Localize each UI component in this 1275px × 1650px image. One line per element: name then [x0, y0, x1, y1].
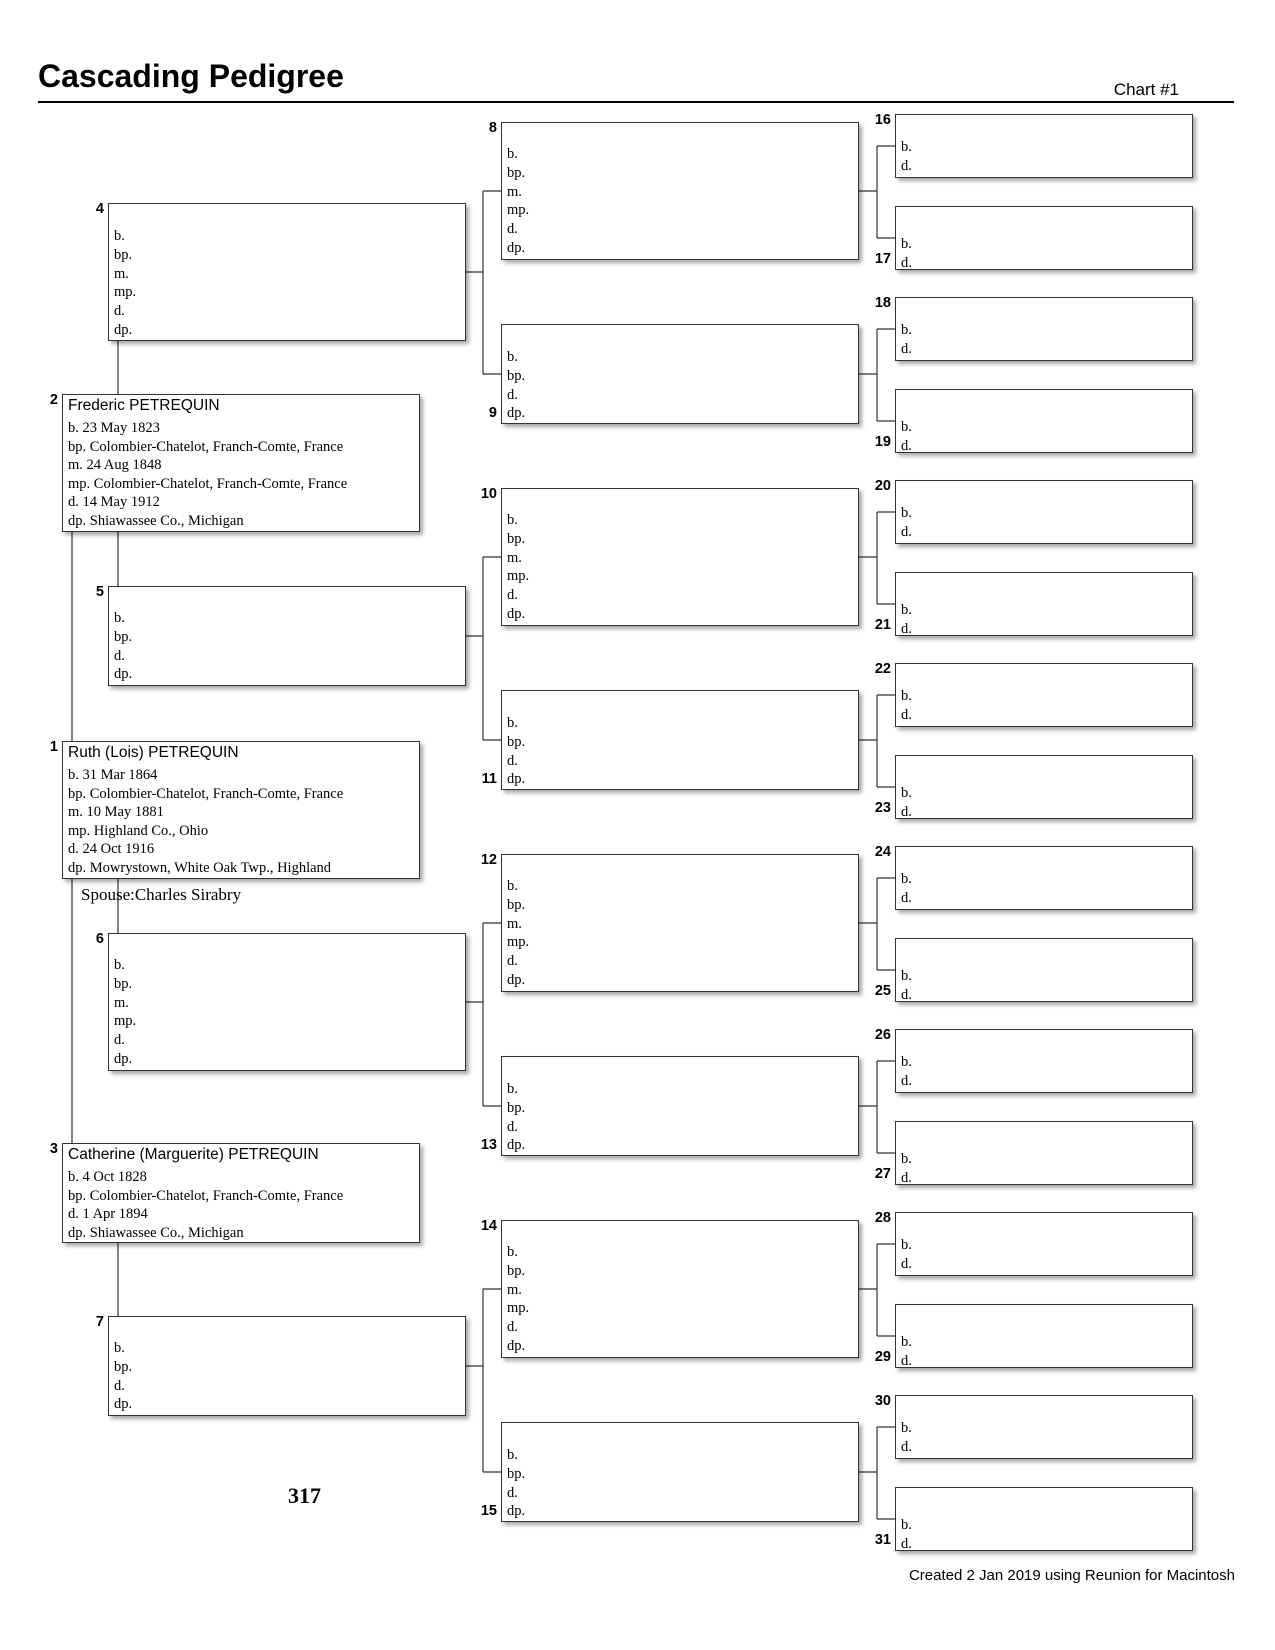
person-number: 13	[480, 1137, 497, 1153]
person-fact-line: bp. Colombier-Chatelot, Franch-Comte, France	[68, 1187, 344, 1204]
person-fact-line: d.	[507, 953, 518, 970]
person-fact-line: b.	[507, 878, 518, 894]
person-fact-line: dp. Shiawassee Co., Michigan	[68, 512, 244, 529]
person-fact-line: dp.	[507, 972, 526, 988]
person-box-23[interactable]	[895, 755, 1193, 819]
person-fact-line: b.	[507, 1447, 518, 1463]
person-box-22[interactable]	[895, 663, 1193, 727]
person-number: 1	[49, 739, 58, 755]
person-box-12[interactable]	[501, 854, 859, 992]
person-number: 4	[95, 201, 104, 217]
person-number: 15	[480, 1503, 497, 1519]
person-fact-line: dp.	[507, 606, 526, 622]
person-fact-line: b.	[901, 968, 912, 984]
person-fact-line: mp.	[507, 1300, 530, 1317]
person-fact-line: dp.	[114, 1051, 133, 1067]
person-box-15[interactable]	[501, 1422, 859, 1522]
person-fact-line: d.	[901, 986, 912, 1003]
person-fact-line: m.	[507, 1281, 522, 1298]
person-fact-line: bp.	[507, 367, 526, 384]
person-box-30[interactable]	[895, 1395, 1193, 1459]
person-fact-line: bp.	[507, 1465, 526, 1482]
person-number: 5	[95, 584, 104, 600]
person-fact-line: b.	[114, 610, 125, 626]
person-box-20[interactable]	[895, 480, 1193, 544]
spouse-label: Spouse:Charles Sirabry	[81, 885, 242, 904]
person-box-13[interactable]	[501, 1056, 859, 1156]
person-number: 21	[874, 617, 891, 633]
person-fact-line: d.	[114, 647, 125, 664]
person-fact-line: dp.	[114, 322, 133, 338]
person-fact-line: b.	[901, 419, 912, 435]
person-fact-line: d.	[114, 303, 125, 320]
person-fact-line: dp.	[114, 1396, 133, 1413]
person-fact-line: dp.	[507, 1338, 526, 1354]
person-number: 19	[874, 434, 891, 450]
person-box-10[interactable]	[501, 488, 859, 626]
person-box-6[interactable]	[108, 933, 466, 1071]
person-fact-line: mp.	[507, 568, 530, 585]
person-fact-line: bp.	[507, 1262, 526, 1279]
person-fact-line: bp.	[114, 246, 133, 263]
person-fact-line: d.	[901, 254, 912, 271]
person-fact-line: b.	[507, 512, 518, 528]
person-number: 22	[874, 661, 891, 677]
person-box-24[interactable]	[895, 846, 1193, 910]
person-number: 14	[480, 1218, 497, 1234]
person-number: 11	[481, 771, 497, 787]
person-box-27[interactable]	[895, 1121, 1193, 1185]
person-number: 7	[95, 1314, 104, 1330]
person-fact-line: d. 1 Apr 1894	[68, 1206, 148, 1222]
person-fact-line: b.	[507, 146, 518, 162]
person-number: 24	[874, 844, 891, 860]
person-number: 17	[874, 251, 891, 267]
person-fact-line: mp.	[507, 934, 530, 951]
person-fact-line: d.	[507, 1118, 518, 1135]
person-box-29[interactable]	[895, 1304, 1193, 1368]
person-fact-line: d.	[901, 620, 912, 637]
person-fact-line: b.	[901, 1334, 912, 1350]
person-fact-line: bp. Colombier-Chatelot, Franch-Comte, France	[68, 785, 344, 802]
person-number: 2	[49, 392, 58, 408]
person-fact-line: b. 23 May 1823	[68, 420, 160, 436]
person-box-14[interactable]	[501, 1220, 859, 1358]
person-number: 6	[95, 931, 104, 947]
person-fact-line: dp.	[507, 771, 526, 788]
person-fact-line: dp.	[507, 1503, 526, 1520]
person-box-17[interactable]	[895, 206, 1193, 270]
person-fact-line: b.	[901, 785, 912, 801]
person-fact-line: d.	[901, 157, 912, 174]
person-fact-line: d.	[507, 752, 518, 769]
person-number: 30	[874, 1393, 891, 1409]
person-box-7[interactable]	[108, 1316, 466, 1416]
person-number: 28	[874, 1210, 891, 1226]
person-fact-line: bp.	[507, 164, 526, 181]
person-fact-line: d.	[901, 706, 912, 723]
person-fact-line: bp.	[114, 628, 133, 645]
person-fact-line: m.	[114, 994, 129, 1011]
person-fact-line: b.	[901, 1420, 912, 1436]
person-fact-line: b.	[901, 236, 912, 252]
person-box-26[interactable]	[895, 1029, 1193, 1093]
person-fact-line: d.	[901, 803, 912, 820]
person-box-4[interactable]	[108, 203, 466, 341]
person-fact-line: b.	[901, 688, 912, 704]
person-number: 27	[874, 1166, 891, 1182]
person-fact-line: b.	[507, 349, 518, 365]
person-fact-line: b.	[901, 1054, 912, 1070]
person-box-16[interactable]	[895, 114, 1193, 178]
person-fact-line: d.	[114, 1032, 125, 1049]
person-fact-line: d.	[901, 1255, 912, 1272]
person-fact-line: b.	[901, 1237, 912, 1253]
person-fact-line: b. 31 Mar 1864	[68, 767, 158, 783]
person-fact-line: m.	[114, 265, 129, 282]
person-fact-line: b.	[507, 715, 518, 731]
person-fact-line: bp.	[507, 530, 526, 547]
person-box-31[interactable]	[895, 1487, 1193, 1551]
person-fact-line: d.	[901, 437, 912, 454]
person-fact-line: b.	[114, 957, 125, 973]
person-fact-line: bp. Colombier-Chatelot, Franch-Comte, France	[68, 438, 344, 455]
person-box-19[interactable]	[895, 389, 1193, 453]
person-fact-line: bp.	[507, 1099, 526, 1116]
person-fact-line: d.	[901, 523, 912, 540]
person-number: 16	[874, 112, 891, 128]
person-fact-line: mp. Colombier-Chatelot, Franch-Comte, France	[68, 475, 348, 492]
person-number: 25	[874, 983, 891, 999]
person-number: 9	[488, 405, 497, 421]
person-fact-line: dp. Mowrystown, White Oak Twp., Highland	[68, 859, 332, 876]
person-fact-line: m. 10 May 1881	[68, 804, 164, 820]
person-fact-line: dp. Shiawassee Co., Michigan	[68, 1224, 244, 1241]
person-number: 26	[874, 1027, 891, 1043]
person-box-18[interactable]	[895, 297, 1193, 361]
person-fact-line: bp.	[114, 975, 133, 992]
person-fact-line: dp.	[114, 666, 133, 683]
person-fact-line: b.	[901, 1151, 912, 1167]
person-number: 12	[480, 852, 497, 868]
person-fact-line: d.	[507, 386, 518, 403]
person-fact-line: m.	[507, 549, 522, 566]
person-number: 31	[874, 1532, 891, 1548]
person-box-11[interactable]	[501, 690, 859, 790]
person-fact-line: b.	[901, 505, 912, 521]
person-fact-line: m. 24 Aug 1848	[68, 457, 162, 473]
person-fact-line: bp.	[507, 896, 526, 913]
person-fact-line: d.	[507, 1484, 518, 1501]
person-number: 3	[49, 1141, 58, 1157]
person-fact-line: d.	[507, 1319, 518, 1336]
person-fact-line: d.	[901, 1438, 912, 1455]
person-fact-line: b.	[901, 322, 912, 338]
person-fact-line: m.	[507, 915, 522, 932]
person-number: 20	[874, 478, 891, 494]
person-fact-line: d.	[901, 889, 912, 906]
person-fact-line: mp.	[114, 284, 137, 301]
person-number: 29	[874, 1349, 891, 1365]
person-fact-line: b.	[901, 1517, 912, 1533]
person-fact-line: b.	[114, 228, 125, 244]
person-fact-line: mp. Highland Co., Ohio	[68, 822, 209, 839]
person-fact-line: b.	[901, 871, 912, 887]
person-fact-line: mp.	[507, 202, 530, 219]
person-fact-line: d.	[507, 587, 518, 604]
person-fact-line: b.	[507, 1244, 518, 1260]
person-box-28[interactable]	[895, 1212, 1193, 1276]
person-box-25[interactable]	[895, 938, 1193, 1002]
person-fact-line: d.	[507, 221, 518, 238]
person-fact-line: dp.	[507, 240, 526, 256]
person-name: Frederic PETREQUIN	[68, 397, 220, 414]
footer-credit: Created 2 Jan 2019 using Reunion for Macintosh	[908, 1567, 1235, 1584]
person-fact-line: b. 4 Oct 1828	[68, 1169, 147, 1185]
person-box-3[interactable]	[62, 1143, 420, 1243]
person-name: Ruth (Lois) PETREQUIN	[68, 744, 239, 761]
chart-number: Chart #1	[1113, 80, 1179, 99]
person-fact-line: d.	[901, 340, 912, 357]
person-box-9[interactable]	[501, 324, 859, 424]
person-box-21[interactable]	[895, 572, 1193, 636]
person-fact-line: dp.	[507, 405, 526, 422]
person-fact-line: b.	[901, 602, 912, 618]
person-fact-line: d.	[901, 1535, 912, 1552]
person-fact-line: dp.	[507, 1137, 526, 1154]
person-fact-line: bp.	[114, 1358, 133, 1375]
page-title: Cascading Pedigree	[38, 58, 344, 94]
person-box-8[interactable]	[501, 122, 859, 260]
person-fact-line: d.	[901, 1072, 912, 1089]
person-fact-line: d. 14 May 1912	[68, 494, 160, 510]
person-number: 10	[480, 486, 497, 502]
person-fact-line: b.	[901, 139, 912, 155]
person-number: 18	[874, 295, 891, 311]
person-fact-line: m.	[507, 183, 522, 200]
person-box-5[interactable]	[108, 586, 466, 686]
person-number: 23	[874, 800, 891, 816]
person-fact-line: mp.	[114, 1013, 137, 1030]
person-fact-line: d.	[901, 1169, 912, 1186]
person-fact-line: d. 24 Oct 1916	[68, 841, 155, 857]
person-fact-line: d.	[901, 1352, 912, 1369]
person-fact-line: d.	[114, 1377, 125, 1394]
page-number: 317	[288, 1483, 321, 1508]
person-box-2[interactable]	[62, 394, 420, 532]
person-box-1[interactable]	[62, 741, 420, 879]
person-number: 8	[488, 120, 497, 136]
person-fact-line: b.	[114, 1340, 125, 1356]
person-fact-line: bp.	[507, 733, 526, 750]
person-name: Catherine (Marguerite) PETREQUIN	[68, 1146, 319, 1163]
person-fact-line: b.	[507, 1081, 518, 1097]
